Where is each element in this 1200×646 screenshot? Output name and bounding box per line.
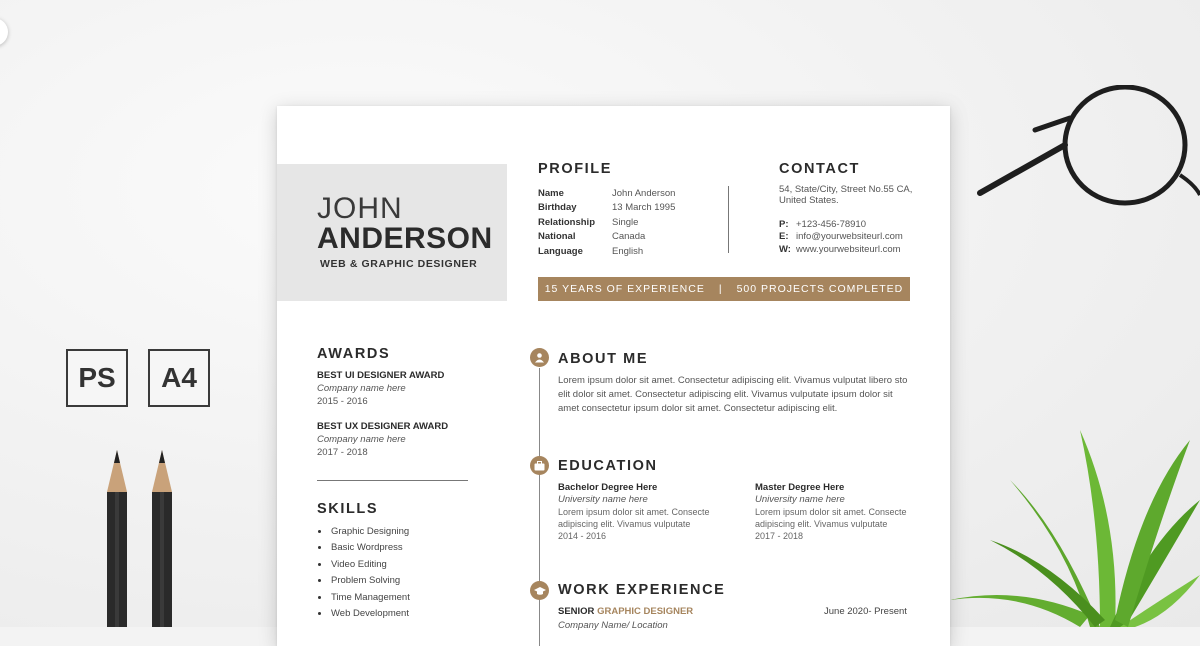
work-position: GRAPHIC DESIGNER bbox=[597, 606, 694, 617]
contact-label: P: bbox=[779, 218, 789, 230]
profile-value: John Anderson bbox=[612, 187, 676, 199]
skill-item bbox=[317, 556, 410, 573]
contact-list bbox=[779, 218, 903, 256]
timeline-line bbox=[539, 368, 540, 646]
experience-bar bbox=[538, 277, 910, 301]
skill-item bbox=[317, 573, 410, 590]
skill-item bbox=[317, 589, 410, 606]
briefcase-icon bbox=[530, 456, 549, 475]
about-heading: ABOUT ME bbox=[558, 351, 649, 367]
skill-label: Time Management bbox=[331, 591, 410, 603]
education-item bbox=[558, 482, 728, 541]
job-role: WEB & GRAPHIC DESIGNER bbox=[320, 258, 478, 270]
skill-label: Graphic Designing bbox=[331, 525, 410, 537]
award-title: BEST UX DESIGNER AWARD bbox=[317, 421, 449, 432]
left-divider bbox=[317, 480, 468, 481]
degree-description: Lorem ipsum dolor sit amet. Consecte adipiscing elit. Vivamus vulputate bbox=[755, 507, 907, 529]
work-company: Company Name/ Location bbox=[558, 620, 668, 631]
contact-label: E: bbox=[779, 231, 789, 243]
skills-heading: SKILLS bbox=[317, 501, 379, 517]
about-text: Lorem ipsum dolor sit amet. Consectetur adipiscing elit. Vivamus vulputat libero sto elit dolor sit amet. Consectetur adipiscing elit. Vivamus vulputate ipsum dolor sit amet consectetur ipsum dolor sit amet. Consectetur adipiscing elit. bbox=[558, 375, 908, 414]
profile-row bbox=[538, 230, 675, 245]
a4-badge-label: A4 bbox=[161, 362, 197, 393]
skills-list bbox=[317, 523, 410, 622]
contact-address: 54, State/City, Street No.55 CA, United States. bbox=[779, 184, 913, 206]
projects-completed: 500 PROJECTS COMPLETED bbox=[736, 283, 904, 295]
skill-item bbox=[317, 606, 410, 623]
degree-title: Master Degree Here bbox=[755, 482, 845, 493]
contact-heading: CONTACT bbox=[779, 161, 861, 177]
skill-item bbox=[317, 540, 410, 557]
education-item bbox=[755, 482, 925, 541]
skill-label: Web Development bbox=[331, 608, 409, 620]
resume-sheet bbox=[277, 106, 950, 646]
first-name: JOHN bbox=[317, 192, 403, 225]
years-experience: 15 YEARS OF EXPERIENCE bbox=[544, 283, 705, 295]
skill-item bbox=[317, 523, 410, 540]
award-item bbox=[317, 370, 444, 407]
award-company: Company name here bbox=[317, 434, 406, 445]
profile-value: 13 March 1995 bbox=[612, 202, 676, 214]
work-level: SENIOR bbox=[558, 606, 595, 617]
profile-value: Single bbox=[612, 216, 639, 228]
degree-years: 2014 - 2016 bbox=[558, 531, 607, 541]
award-item bbox=[317, 421, 448, 458]
profile-label: Birthday bbox=[538, 202, 577, 214]
profile-label: Relationship bbox=[538, 216, 596, 228]
profile-label: Name bbox=[538, 187, 564, 199]
plant-icon bbox=[950, 400, 1200, 627]
contact-email: info@yourwebsiteurl.com bbox=[796, 231, 903, 243]
contact-phone: +123-456-78910 bbox=[796, 218, 866, 230]
contact-row bbox=[779, 231, 903, 244]
award-company: Company name here bbox=[317, 383, 406, 394]
education-heading: EDUCATION bbox=[558, 458, 658, 474]
award-title: BEST UI DESIGNER AWARD bbox=[317, 370, 445, 381]
contact-label: W: bbox=[779, 243, 791, 255]
profile-divider bbox=[728, 186, 729, 253]
degree-description: Lorem ipsum dolor sit amet. Consecte adipiscing elit. Vivamus vulputate bbox=[558, 507, 710, 529]
awards-heading: AWARDS bbox=[317, 346, 391, 362]
profile-row bbox=[538, 244, 675, 259]
ps-badge bbox=[66, 349, 128, 407]
award-years: 2015 - 2016 bbox=[317, 396, 368, 407]
experience-separator: | bbox=[718, 283, 723, 295]
degree-years: 2017 - 2018 bbox=[755, 531, 804, 541]
pencil-icon bbox=[152, 450, 172, 627]
award-years: 2017 - 2018 bbox=[317, 447, 368, 458]
profile-label: Language bbox=[538, 245, 583, 257]
profile-row bbox=[538, 186, 675, 201]
profile-table bbox=[538, 186, 675, 259]
skill-label: Problem Solving bbox=[331, 575, 401, 587]
user-icon bbox=[530, 348, 549, 367]
profile-label: National bbox=[538, 231, 576, 243]
work-title bbox=[558, 606, 693, 617]
contact-website: www.yourwebsiteurl.com bbox=[796, 243, 901, 255]
graduation-cap-icon bbox=[530, 581, 549, 600]
profile-value: Canada bbox=[612, 231, 646, 243]
skill-label: Basic Wordpress bbox=[331, 542, 403, 554]
degree-title: Bachelor Degree Here bbox=[558, 482, 658, 493]
profile-row bbox=[538, 201, 675, 216]
contact-row bbox=[779, 218, 903, 231]
university-name: University name here bbox=[558, 494, 648, 505]
profile-value: English bbox=[612, 245, 644, 257]
university-name: University name here bbox=[755, 494, 845, 505]
work-date: June 2020- Present bbox=[824, 606, 907, 617]
work-heading: WORK EXPERIENCE bbox=[558, 582, 726, 598]
profile-row bbox=[538, 215, 675, 230]
contact-row bbox=[779, 243, 903, 256]
eyeglasses-icon bbox=[975, 85, 1200, 215]
a4-badge bbox=[148, 349, 210, 407]
skill-label: Video Editing bbox=[331, 558, 387, 570]
ps-badge-label: PS bbox=[78, 362, 116, 393]
profile-heading: PROFILE bbox=[538, 161, 613, 177]
last-name: ANDERSON bbox=[317, 222, 493, 255]
pencil-icon bbox=[107, 450, 127, 627]
